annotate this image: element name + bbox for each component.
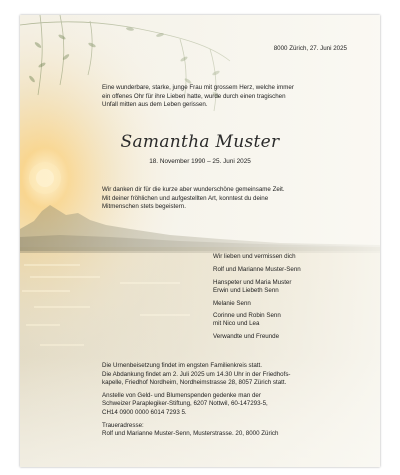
intro-line: Eine wunderbare, starke, junge Frau mit grossem Herz, welche immer: [102, 84, 294, 91]
mourner-name: mit Nico und Lea: [213, 320, 260, 328]
intro-line: Unfall mitten aus dem Leben gerissen.: [102, 101, 208, 109]
thanks-line: Mitmenschen stets begeistern.: [102, 203, 186, 211]
mourner-group: [213, 279, 301, 296]
intro-text: [102, 84, 294, 110]
mourning-address: [102, 422, 290, 439]
mourners-list: [213, 253, 301, 345]
mourner-name: Corinne und Robin Senn: [213, 312, 281, 320]
thanks-line: Mit deiner fröhlichen und aufgestellten Art, konntest du deine: [102, 194, 269, 202]
mourner-group: [213, 266, 301, 274]
burial-line: Die Abdankung findet am 2. Juli 2025 um 14.30 Uhr in der Friedhofs-: [102, 370, 291, 378]
burial-line: kapelle, Friedhof Nordheim, Nordheimstrasse 28, 8057 Zürich statt.: [102, 379, 287, 387]
donation-line: CH14 0900 0000 6014 7293 5.: [102, 408, 187, 416]
intro-line: ein offenes Ohr für ihre Lieben hatte, wurde durch einen tragischen: [102, 92, 286, 100]
mourner-group: [213, 333, 301, 341]
thanks-text: [102, 186, 285, 212]
life-dates: 18. November 1990 – 25. Juni 2025: [149, 158, 251, 165]
obituary-card: [20, 15, 380, 467]
thanks-line: Wir danken dir für die kurze aber wunderschöne gemeinsame Zeit.: [102, 186, 285, 193]
place-date: 8000 Zürich, 27. Juni 2025: [273, 45, 347, 52]
donation-line: Schweizer Paraplegiker-Stiftung, 6207 Nottwil, 60-147293-5,: [102, 400, 268, 408]
mourner-name: Erwin und Liebeth Senn: [213, 287, 279, 295]
donation-line: Anstelle von Geld- und Blumenspenden gedenke man der: [102, 391, 261, 399]
closing-notes: [102, 362, 290, 443]
mourner-group: [213, 300, 301, 308]
deceased-name: Samantha Muster: [120, 132, 280, 152]
donation-notice: [102, 392, 290, 418]
mourner-group: [213, 312, 301, 329]
burial-line: Die Urnenbeisetzung findet im engsten Familienkreis statt.: [102, 362, 262, 369]
mourner-name: Melanie Senn: [213, 299, 251, 307]
mourner-name: Verwandte und Freunde: [213, 332, 280, 340]
address-label: Traueradresse:: [102, 421, 144, 429]
mourner-name: Rolf und Marianne Muster-Senn: [213, 266, 301, 274]
mourners-lead: Wir lieben und vermissen dich: [213, 253, 296, 260]
burial-notice: [102, 362, 290, 388]
address-line: Rolf und Marianne Muster-Senn, Musterstrasse. 20, 8000 Zürich: [102, 430, 279, 438]
mourner-name: Hanspeter und Maria Muster: [213, 278, 292, 286]
